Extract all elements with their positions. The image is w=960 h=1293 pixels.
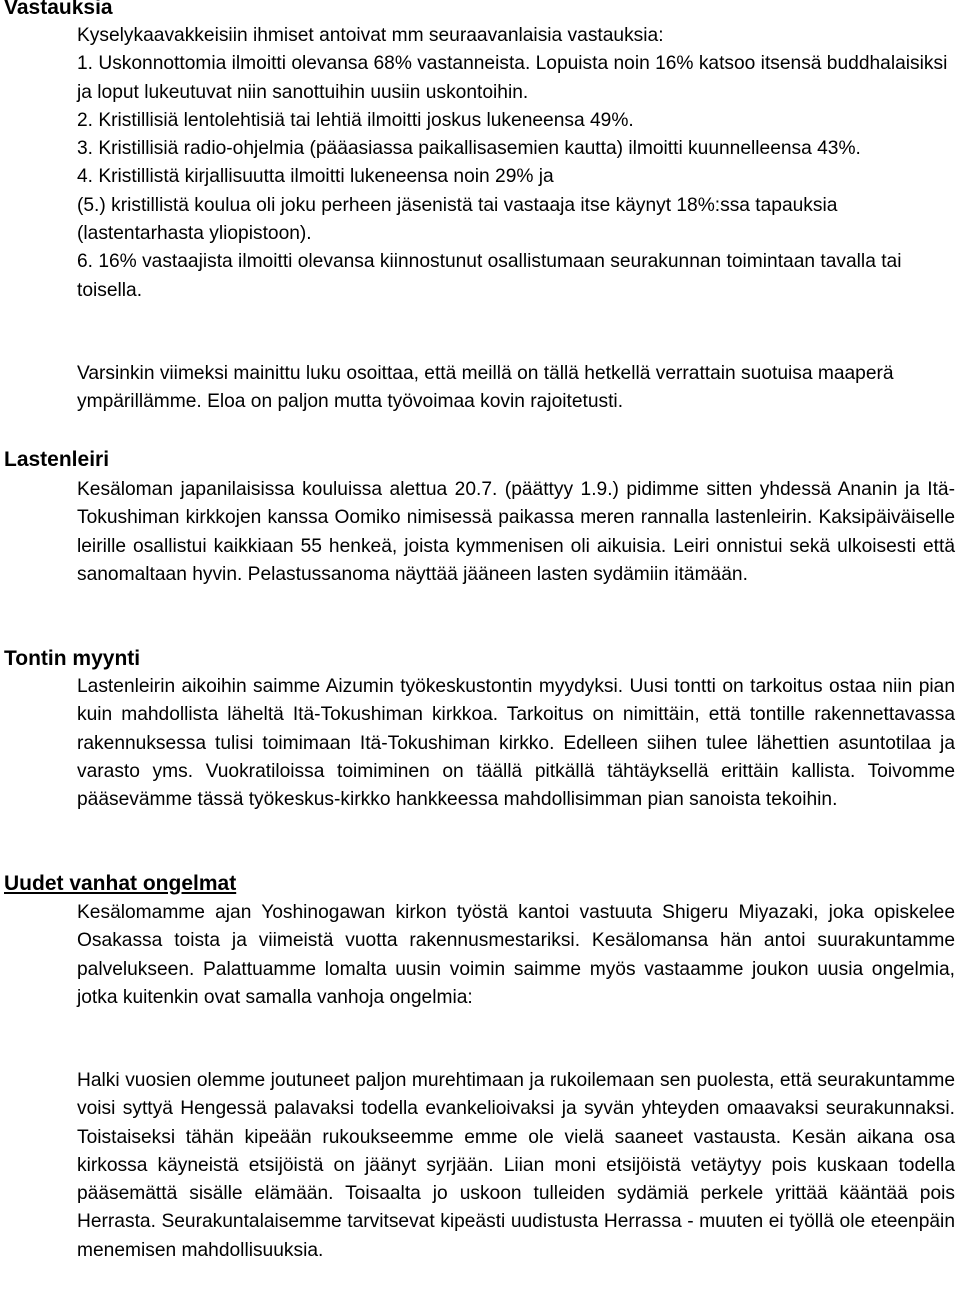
lastenleiri-paragraph: Kesäloman japanilaisissa kouluissa alettua 20.7. (päättyy 1.9.) pidimme sitten yhdessä Ananin ja Itä-Tokushiman kirkkojen kanssa Oomiko nimisessä paikassa meren rannalla lastenleirin. Kaksipäiväiselle leirille osallistui kaikkiaan 55 henkeä, joista kymmenisen oli aikuisia. Leiri onnistui sekä ulkoisesti että sanomaltaan hyvin. Pelastussanoma näyttää jääneen lasten sydämiin itämään.	[77, 479, 955, 585]
survey-item: 4. Kristillistä kirjallisuutta ilmoitti lukeneensa noin 29% ja	[77, 166, 554, 188]
survey-item: (5.) kristillistä koulua oli joku perheen jäsenistä tai vastaaja itse käynyt 18%:ssa tapauksia (lastentarhasta yliopistoon).	[77, 194, 838, 245]
survey-intro: Kyselykaavakkeisiin ihmiset antoivat mm seuraavanlaisia vastauksia:	[77, 25, 664, 46]
tontin-myynti-paragraph: Lastenleirin aikoihin saimme Aizumin työkeskustontin myydyksi. Uusi tontti on tarkoitus ostaa niin pian kuin mahdollista läheltä Itä-Tokushiman kirkkoa. Tarkoitus on nimittäin, että tontille rakennettavassa rakennuksessa tulisi toimimaan Itä-Tokushiman kirkko. Edelleen siihen tulee lähettien asuntotilaa ja varasto yms. Vuokratiloissa toimiminen on täällä pitkällä tähtäyksellä erittäin kallista. Toivomme pääsevämme tässä työkeskus-kirkko hankkeessa mahdollisimman pian sanoista tekoihin.	[77, 676, 955, 811]
survey-item: 2. Kristillisiä lentolehtisiä tai lehtiä ilmoitti joskus lukeneensa 49%.	[77, 109, 634, 131]
ongelmat-paragraph-2: Halki vuosien olemme joutuneet paljon murehtimaan ja rukoilemaan sen puolesta, että seurakuntamme voisi syttyä Hengessä palavaksi todella evankelioivaksi ja syvän yhteyden omaavaksi seurakunnaksi. Toistaiseksi tähän kipeään rukoukseemme emme ole vielä saaneet vastausta. Kesän aikana osa kirkossa käyneistä etsijöistä on jäänyt syrjään. Liian moni etsijöistä vetäytyy pois kuskaan todella pääsemättä sisälle elämään. Toisaalta jo uskoon tulleiden sydämiä perkele yrittää kääntää pois Herrasta. Seurakuntalaisemme tarvitsevat kipeästi uudistusta Herrassa - muuten ei työllä ole eteenpäin menemisen mahdollisuuksia.	[77, 1070, 955, 1261]
survey-closing-paragraph: Varsinkin viimeksi mainittu luku osoittaa, että meillä on tällä hetkellä verrattain suotuisa maaperä ympärillämme. Eloa on paljon mutta työvoimaa kovin rajoitetusti.	[77, 363, 894, 413]
survey-item: 1. Uskonnottomia ilmoitti olevansa 68% vastanneista. Lopuista noin 16% katsoo itsensä buddhalaisiksi ja loput lukeutuvat niin sanottuihin uusiin uskontoihin.	[77, 53, 948, 103]
survey-answers	[77, 22, 955, 305]
heading-lastenleiri: Lastenleiri	[4, 448, 110, 471]
heading-vastauksia: Vastauksia	[4, 0, 113, 19]
survey-item: 3. Kristillisiä radio-ohjelmia (pääasiassa paikallisasemien kautta) ilmoitti kuunnelleensa 43%.	[77, 138, 861, 160]
ongelmat-paragraph-1: Kesälomamme ajan Yoshinogawan kirkon työstä kantoi vastuuta Shigeru Miyazaki, joka opiskelee Osakassa toista ja viimeistä vuotta rakennusmestariksi. Kesälomansa hän antoi suurakuntamme palvelukseen. Palattuamme lomalta uusin voimin saimme myös vastaamme joukon uusia ongelmia, jotka kuitenkin ovat samalla vanhoja ongelmia:	[77, 902, 955, 1008]
heading-tontin-myynti: Tontin myynti	[4, 647, 141, 670]
heading-uudet-vanhat-ongelmat: Uudet vanhat ongelmat	[4, 872, 237, 895]
survey-item: 6. 16% vastaajista ilmoitti olevansa kiinnostunut osallistumaan seurakunnan toimintaan tavalla tai toisella.	[77, 251, 902, 301]
